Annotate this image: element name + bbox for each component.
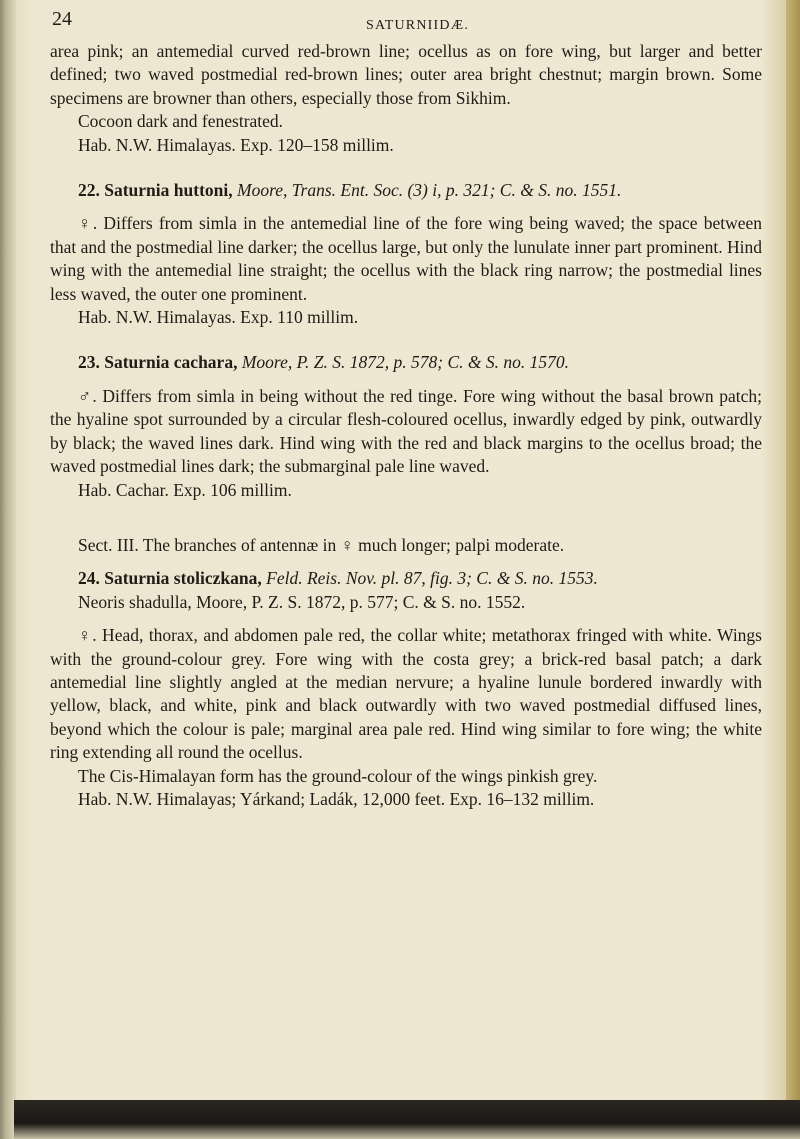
page-left-edge [0, 0, 16, 1139]
page-bottom-shadow [14, 1100, 800, 1139]
species-ref-23: Moore, P. Z. S. 1872, p. 578; C. & S. no. 1570. [241, 352, 569, 373]
form-note-24: The Cis-Himalayan form has the ground-colour of the wings pinkish grey. [78, 765, 598, 786]
habitat-23: Hab. Cachar. Exp. 106 millim. [78, 479, 292, 500]
species-entry-23 [50, 351, 762, 374]
habitat-22: Hab. N.W. Himalayas. Exp. 110 millim. [78, 307, 359, 328]
synonym-line: Neoris shadulla, Moore, P. Z. S. 1872, p. 577; C. & S. no. 1552. [78, 591, 526, 612]
book-spine-edge [786, 0, 800, 1139]
species-entry-24 [50, 567, 762, 590]
page-number: 24 [52, 8, 72, 30]
species-ref-22: Moore, Trans. Ent. Soc. (3) i, p. 321; C. & S. no. 1551. [237, 180, 622, 201]
species-name-23: 23. Saturnia cachara, [78, 352, 238, 373]
species-entry-22 [50, 179, 762, 202]
species-ref-24: Feld. Reis. Nov. pl. 87, fig. 3; C. & S. no. 1553. [266, 568, 598, 589]
description-23: ♂. Differs from simla in being without the red tinge. Fore wing without the basal brown patch; the hyaline spot surrounded by a circular flesh-coloured ocellus, inwardly edged by pink, outwardly by black; the waved lines dark. Hind wing with the red and black margins to the ocellus broad; the waved postmedial lines dark; the submarginal pale line waved. [50, 385, 762, 477]
cocoon-note: Cocoon dark and fenestrated. [78, 111, 284, 132]
paragraph-continuation: area pink; an antemedial curved red-brown line; ocellus as on fore wing, but larger and better defined; two waved postmedial red-brown lines; outer area bright chestnut; margin brown. Some specimens are browner than others, especially those from Sikhim. [50, 41, 762, 108]
page-content [50, 40, 762, 811]
description-24: ♀. Head, thorax, and abdomen pale red, the collar white; metathorax fringed with white. Wings with the ground-colour grey. Fore wing with the costa grey; a brick-red basal patch; a dark antemedial line slightly angled at the median nervure; a hyaline lunule bordered inwardly with yellow, black, and white, pink and black outwardly with two waved postmedial diffused lines, beyond which the colour is pale; marginal area pale red. Hind wing similar to fore wing; the white ring extending all round the ocellus. [50, 625, 762, 763]
habitat-line: Hab. N.W. Himalayas. Exp. 120–158 millim. [78, 134, 394, 155]
species-name-22: 22. Saturnia huttoni, [78, 180, 233, 201]
section-heading: Sect. III. The branches of antennæ in ♀ much longer; palpi moderate. [78, 534, 565, 555]
running-title: SATURNIIDÆ. [366, 18, 470, 33]
description-22: ♀. Differs from simla in the antemedial line of the fore wing being waved; the space between that and the postmedial line darker; the ocellus large, but only the lunulate inner part prominent. Hind wing with the antemedial line straight; the ocellus with the black ring narrow; the postmedial lines less waved, the outer one prominent. [50, 213, 762, 304]
habitat-24: Hab. N.W. Himalayas; Yárkand; Ladák, 12,000 feet. Exp. 16–132 millim. [78, 788, 595, 809]
species-name-24: 24. Saturnia stoliczkana, [78, 568, 262, 589]
